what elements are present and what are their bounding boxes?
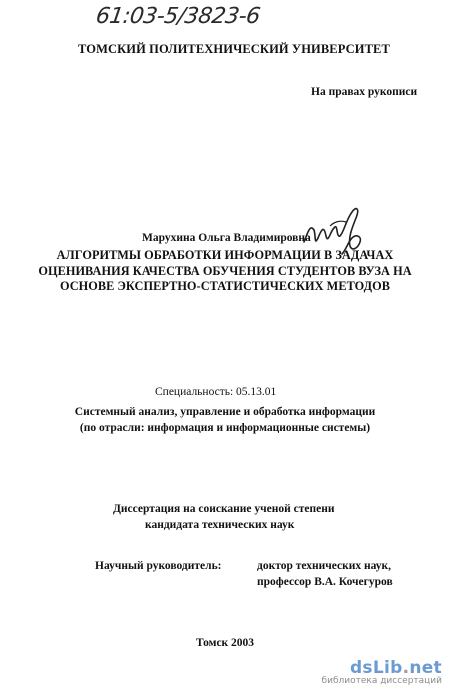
university-name: ТОМСКИЙ ПОЛИТЕХНИЧЕСКИЙ УНИВЕРСИТЕТ — [78, 42, 390, 56]
city-year: Томск 2003 — [195, 637, 255, 649]
archive-number-handwritten: 61:03-5/3823-6 — [94, 4, 262, 29]
specialty-description — [0, 404, 450, 436]
dissertation-degree — [113, 501, 334, 533]
watermark-logo: dsLib.net — [349, 658, 442, 678]
supervisor-degree: доктор технических наук, — [257, 560, 391, 572]
title-line-1: АЛГОРИТМЫ ОБРАБОТКИ ИНФОРМАЦИИ В ЗАДАЧАХ — [56, 248, 394, 262]
title-line-2: ОЦЕНИВАНИЯ КАЧЕСТВА ОБУЧЕНИЯ СТУДЕНТОВ ВУЗА НА — [38, 263, 412, 278]
dissertation-line-2: кандидата технических наук — [145, 519, 295, 531]
specialty-name: Системный анализ, управление и обработка информации — [74, 406, 376, 418]
supervisor-label: Научный руководитель: — [95, 560, 222, 572]
dissertation-title — [0, 248, 450, 295]
supervisor-name: профессор В.А. Кочегуров — [257, 576, 393, 588]
author-name: Марухина Ольга Владимировна — [142, 232, 311, 244]
rights-notice: На правах рукописи — [311, 86, 418, 98]
specialty-code: Специальность: 05.13.01 — [155, 386, 277, 398]
watermark-subtitle: библиотека диссертаций — [321, 676, 442, 686]
title-line-3: ОСНОВЕ ЭКСПЕРТНО-СТАТИСТИЧЕСКИХ МЕТОДОВ — [59, 279, 391, 293]
watermark — [322, 658, 442, 686]
dissertation-line-1: Диссертация на соискание ученой степени — [113, 503, 335, 515]
specialty-branch: (по отрасли: информация и информационные системы) — [79, 422, 371, 434]
